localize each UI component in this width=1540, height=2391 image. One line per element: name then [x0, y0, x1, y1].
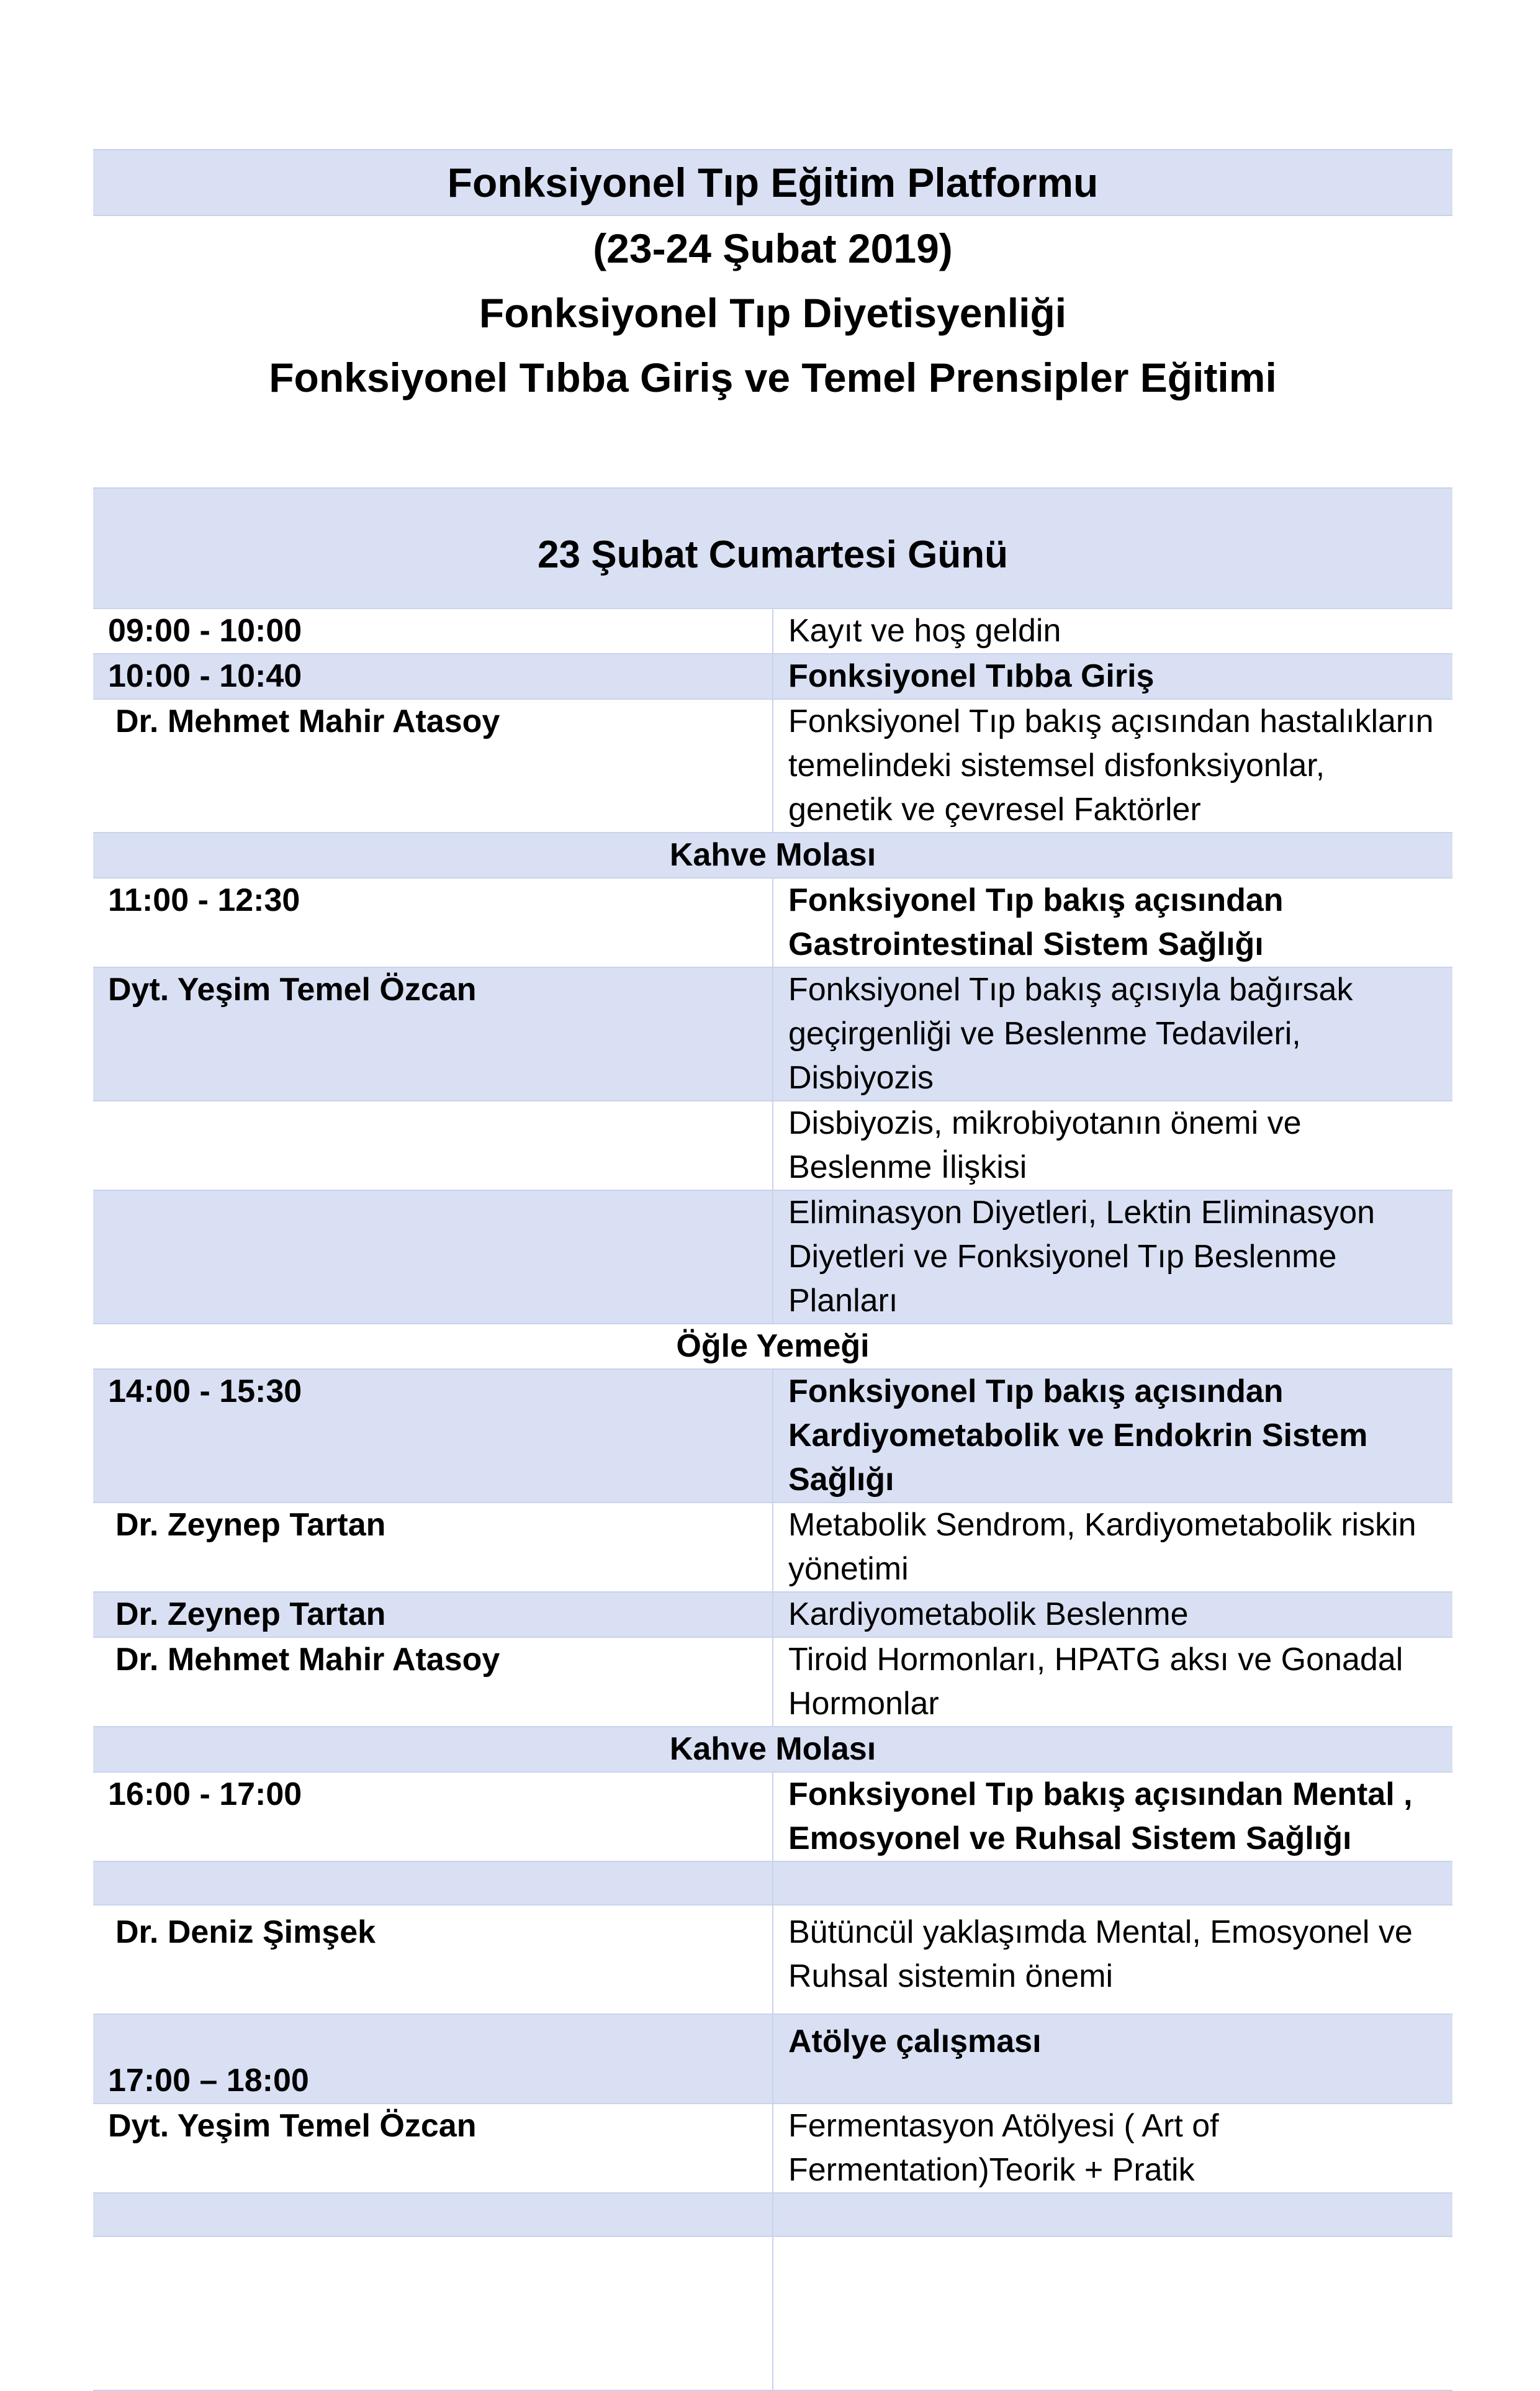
time-cell: 16:00 - 17:00 — [93, 1772, 773, 1861]
speaker-cell: Dyt. Yeşim Temel Özcan — [93, 2104, 773, 2193]
lunch-break-label: Öğle Yemeği — [93, 1324, 1452, 1369]
session-cell: Bütüncül yaklaşımda Mental, Emosyonel ve Ruhsal sistemin önemi — [773, 1905, 1452, 2014]
empty-row — [93, 1861, 1452, 1905]
speaker-cell: Dr. Deniz Şimşek — [93, 1905, 773, 2014]
session-cell: Fermentasyon Atölyesi ( Art of Fermentation)Teorik + Pratik — [773, 2104, 1452, 2193]
table-row — [93, 1772, 1452, 1861]
document-page — [93, 149, 1452, 2391]
table-row — [93, 2014, 1452, 2104]
course-title: Fonksiyonel Tıbba Giriş ve Temel Prensipler Eğitimi — [269, 355, 1277, 400]
table-row — [93, 1637, 1452, 1727]
table-row — [93, 1592, 1452, 1637]
table-row — [93, 1190, 1452, 1324]
time-cell: 17:00 – 18:00 — [93, 2014, 773, 2104]
title-block — [93, 149, 1452, 410]
schedule-table — [93, 487, 1452, 2391]
session-cell: Fonksiyonel Tıp bakış açısından Gastrointestinal Sistem Sağlığı — [773, 878, 1452, 967]
day-title: 23 Şubat Cumartesi Günü — [93, 488, 1452, 608]
session-cell: Fonksiyonel Tıp bakış açısından hastalıkların temelindeki sistemsel disfonksiyonlar, genetik ve çevresel Faktörler — [773, 699, 1452, 833]
break-row — [93, 1324, 1452, 1369]
session-cell: Eliminasyon Diyetleri, Lektin Eliminasyon Diyetleri ve Fonksiyonel Tıp Beslenme Planları — [773, 1190, 1452, 1324]
coffee-break-label: Kahve Molası — [93, 833, 1452, 878]
table-row — [93, 608, 1452, 654]
table-row — [93, 699, 1452, 833]
session-cell: Kardiyometabolik Beslenme — [773, 1592, 1452, 1637]
table-row — [93, 1905, 1452, 2014]
speaker-cell: Dr. Mehmet Mahir Atasoy — [93, 1637, 773, 1727]
speaker-cell: Dr. Zeynep Tartan — [93, 1503, 773, 1592]
speaker-cell: Dyt. Yeşim Temel Özcan — [93, 967, 773, 1101]
table-row — [93, 2104, 1452, 2193]
table-row — [93, 1101, 1452, 1190]
session-cell: Fonksiyonel Tıp bakış açısından Kardiyometabolik ve Endokrin Sistem Sağlığı — [773, 1369, 1452, 1503]
day-header-row — [93, 488, 1452, 608]
time-cell: 09:00 - 10:00 — [93, 608, 773, 654]
empty-cell — [93, 1190, 773, 1324]
empty-row — [93, 2236, 1452, 2390]
table-row — [93, 967, 1452, 1101]
time-cell: 10:00 - 10:40 — [93, 654, 773, 699]
table-row — [93, 654, 1452, 699]
session-cell: Fonksiyonel Tıbba Giriş — [773, 654, 1452, 699]
program-title: Fonksiyonel Tıp Diyetisyenliği — [479, 290, 1067, 336]
time-cell: 11:00 - 12:30 — [93, 878, 773, 967]
event-dates: (23-24 Şubat 2019) — [593, 225, 953, 271]
table-row — [93, 1503, 1452, 1592]
empty-row — [93, 2193, 1452, 2236]
session-cell: Fonksiyonel Tıp bakış açısından Mental , Emosyonel ve Ruhsal Sistem Sağlığı — [773, 1772, 1452, 1861]
session-cell: Kayıt ve hoş geldin — [773, 608, 1452, 654]
coffee-break-label: Kahve Molası — [93, 1727, 1452, 1772]
break-row — [93, 833, 1452, 878]
speaker-cell: Dr. Zeynep Tartan — [93, 1592, 773, 1637]
session-cell: Tiroid Hormonları, HPATG aksı ve Gonadal Hormonlar — [773, 1637, 1452, 1727]
platform-title: Fonksiyonel Tıp Eğitim Platformu — [93, 150, 1452, 216]
session-cell: Disbiyozis, mikrobiyotanın önemi ve Beslenme İlişkisi — [773, 1101, 1452, 1190]
session-cell: Atölye çalışması — [773, 2014, 1452, 2104]
table-row — [93, 878, 1452, 967]
speaker-cell: Dr. Mehmet Mahir Atasoy — [93, 699, 773, 833]
session-cell: Fonksiyonel Tıp bakış açısıyla bağırsak geçirgenliği ve Beslenme Tedavileri, Disbiyozis — [773, 967, 1452, 1101]
table-row — [93, 1369, 1452, 1503]
session-cell: Metabolik Sendrom, Kardiyometabolik riskin yönetimi — [773, 1503, 1452, 1592]
time-cell: 14:00 - 15:30 — [93, 1369, 773, 1503]
empty-cell — [93, 1101, 773, 1190]
break-row — [93, 1727, 1452, 1772]
